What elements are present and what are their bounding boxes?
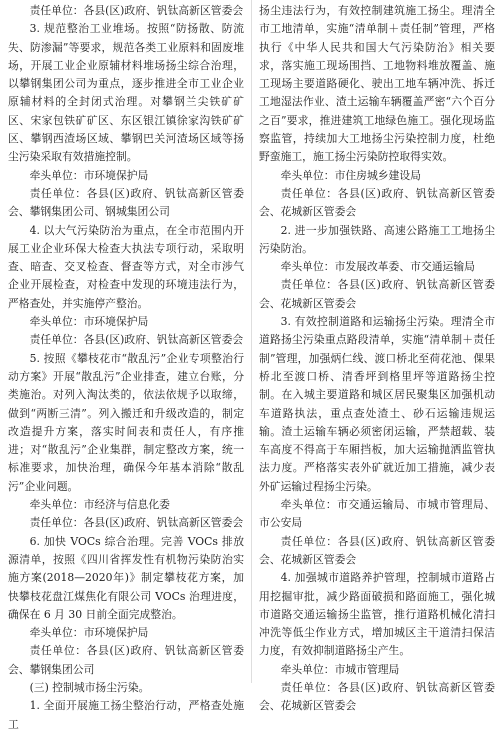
lead-unit-line: 牵头单位：市城市管理局 [280,662,400,676]
lead-unit-line: 牵头单位：市环境保护局 [29,626,149,640]
responsible-unit-line: 责任单位：各县(区)政府、钒钛高新区管委会 [29,4,244,17]
responsible-unit-line: 责任单位：各县(区)政府、钒钛高新区管委会、花城新区管委会 [259,186,495,219]
responsible-unit-line: 责任单位：各县(区)政府、钒钛高新区管委会 [29,516,244,530]
column-divider [251,0,252,683]
responsible-unit-line: 责任单位：各县(区)政府、钒钛高新区管委会、花城新区管委会 [259,534,495,566]
lead-unit-line: 牵头单位：市交通运输局、市城市管理局、市公安局 [259,498,495,530]
right-text-column [259,2,495,716]
responsible-unit-line: 责任单位：各县(区)政府、钒钛高新区管委会、花城新区管委会 [259,278,495,310]
responsible-unit-line: 责任单位：各县(区)政府、钒钛高新区管委会、攀钢集团公司 [8,644,244,676]
paragraph: 3. 有效控制道路和运输扬尘污染。理清全市道路扬尘污染重点路段清单，实施“清单制＋责任制”管理，加强炳仁线、渡口桥北至荷花池、倮果桥北至渡口桥、清香坪到格里坪等道路扬尘控制。在入城主要道路和城区居民聚集区加强机动车道路执法，重点查处渣土、砂石运输违规运输。渣土运输车辆必须密闭运输，严禁超载、装车高度不得高于车厢挡板，加大运输抛洒监管执法力度。严格落实表外矿就近加工措施，减少表外矿运输过程扬尘污染。 [259,315,495,493]
lead-unit-line: 牵头单位：市经济与信息化委 [29,498,170,512]
paragraph: 4. 加强城市道路养护管理，控制城市道路占用挖掘审批，减少路面破损和路面施工，强化城市道路交通运输扬尘监管，推行道路机械化清扫冲洗等低尘作业方式，增加城区主干道清扫保洁力度，有效抑制道路扬尘产生。 [259,571,495,658]
responsible-unit-line: 责任单位：各县(区)政府、钒钛高新区管委会 [29,333,244,347]
lead-unit-line: 牵头单位：市发展改革委、市交通运输局 [280,260,475,274]
lead-unit-line: 牵头单位：市环境保护局 [29,168,149,182]
paragraph: 2. 进一步加强铁路、高速公路施工工地扬尘污染防治。 [259,223,495,255]
paragraph: 4. 以大气污染防治为重点，在全市范围内开展工业企业环保大检查大执法专项行动，采取明查、暗查、交叉检查、督查等方式，对全市涉气企业开展检查，对检查中发现的环境违法行为，严格查处，并实施停产整治。 [8,223,244,310]
paragraph: 1. 全面开展施工扬尘整治行动，严格查处施工 [8,699,244,731]
paragraph: 6. 加快 VOCs 综合治理。完善 VOCs 排放源清单，按照《四川省挥发性有机物污染防治实施方案(2018—2020年)》制定攀枝花方案，加快攀枝花盘江煤焦化有限公司 VOCs 治理进度，确保在 6 月 30 日前全面完成整治。 [8,534,244,621]
lead-unit-line: 牵头单位：市环境保护局 [29,315,149,329]
responsible-unit-line: 责任单位：各县(区)政府、钒钛高新区管委会、攀钢集团公司、钢城集团公司 [8,186,244,219]
paragraph: 3. 规范整治工业堆场。按照“防扬散、防流失、防渗漏”等要求，规范各类工业原料和固废堆场，开展工业企业原辅材料堆场扬尘综合治理，以攀钢集团公司为重点，逐步推进全市工业企业原辅材料的全封闭式治理。对攀钢兰尖铁矿矿区、宋家包铁矿矿区、东区银江镇徐家沟铁矿矿区、攀钢西渣场区域、攀钢巴关河渣场区域等扬尘污染采取有效措施控制。 [8,22,244,164]
lead-unit-line: 牵头单位：市住房城乡建设局 [280,168,421,182]
left-text-column [8,2,244,734]
responsible-unit-line: 责任单位：各县(区)政府、钒钛高新区管委会、花城新区管委会 [259,680,495,713]
paragraph-continued: 扬尘违法行为，有效控制建筑施工扬尘。理清全市工地清单，实施“清单制＋责任制”管理，严格执行《中华人民共和国大气污染防治》相关要求，落实施工现场围挡、工地物料堆放覆盖、施工现场主要道路硬化、驶出工地车辆冲洗、拆迁工地湿法作业、渣土运输车辆覆盖严密“六个百分之百”要求，推进建筑工地绿色施工。强化现场监察监管，持续加大工地扬尘污染控制力度，杜绝野蛮施工，施工扬尘污染防控取得实效。 [259,4,495,164]
section-heading: (三) 控制城市扬尘污染。 [29,680,150,694]
paragraph: 5. 按照《攀枝花市“散乱污”企业专项整治行动方案》开展“散乱污”企业排查，建立台账，分类施治。对列入淘汰类的，依法依规予以取缔，做到“两断三清”。列入搬迁和升级改造的，制定改造提升方案，落实时间表和责任人，有序推进；对“散乱污”企业集群，制定整改方案，统一标准要求，加快治理，确保今年基本消除“散乱污”企业问题。 [8,351,244,493]
